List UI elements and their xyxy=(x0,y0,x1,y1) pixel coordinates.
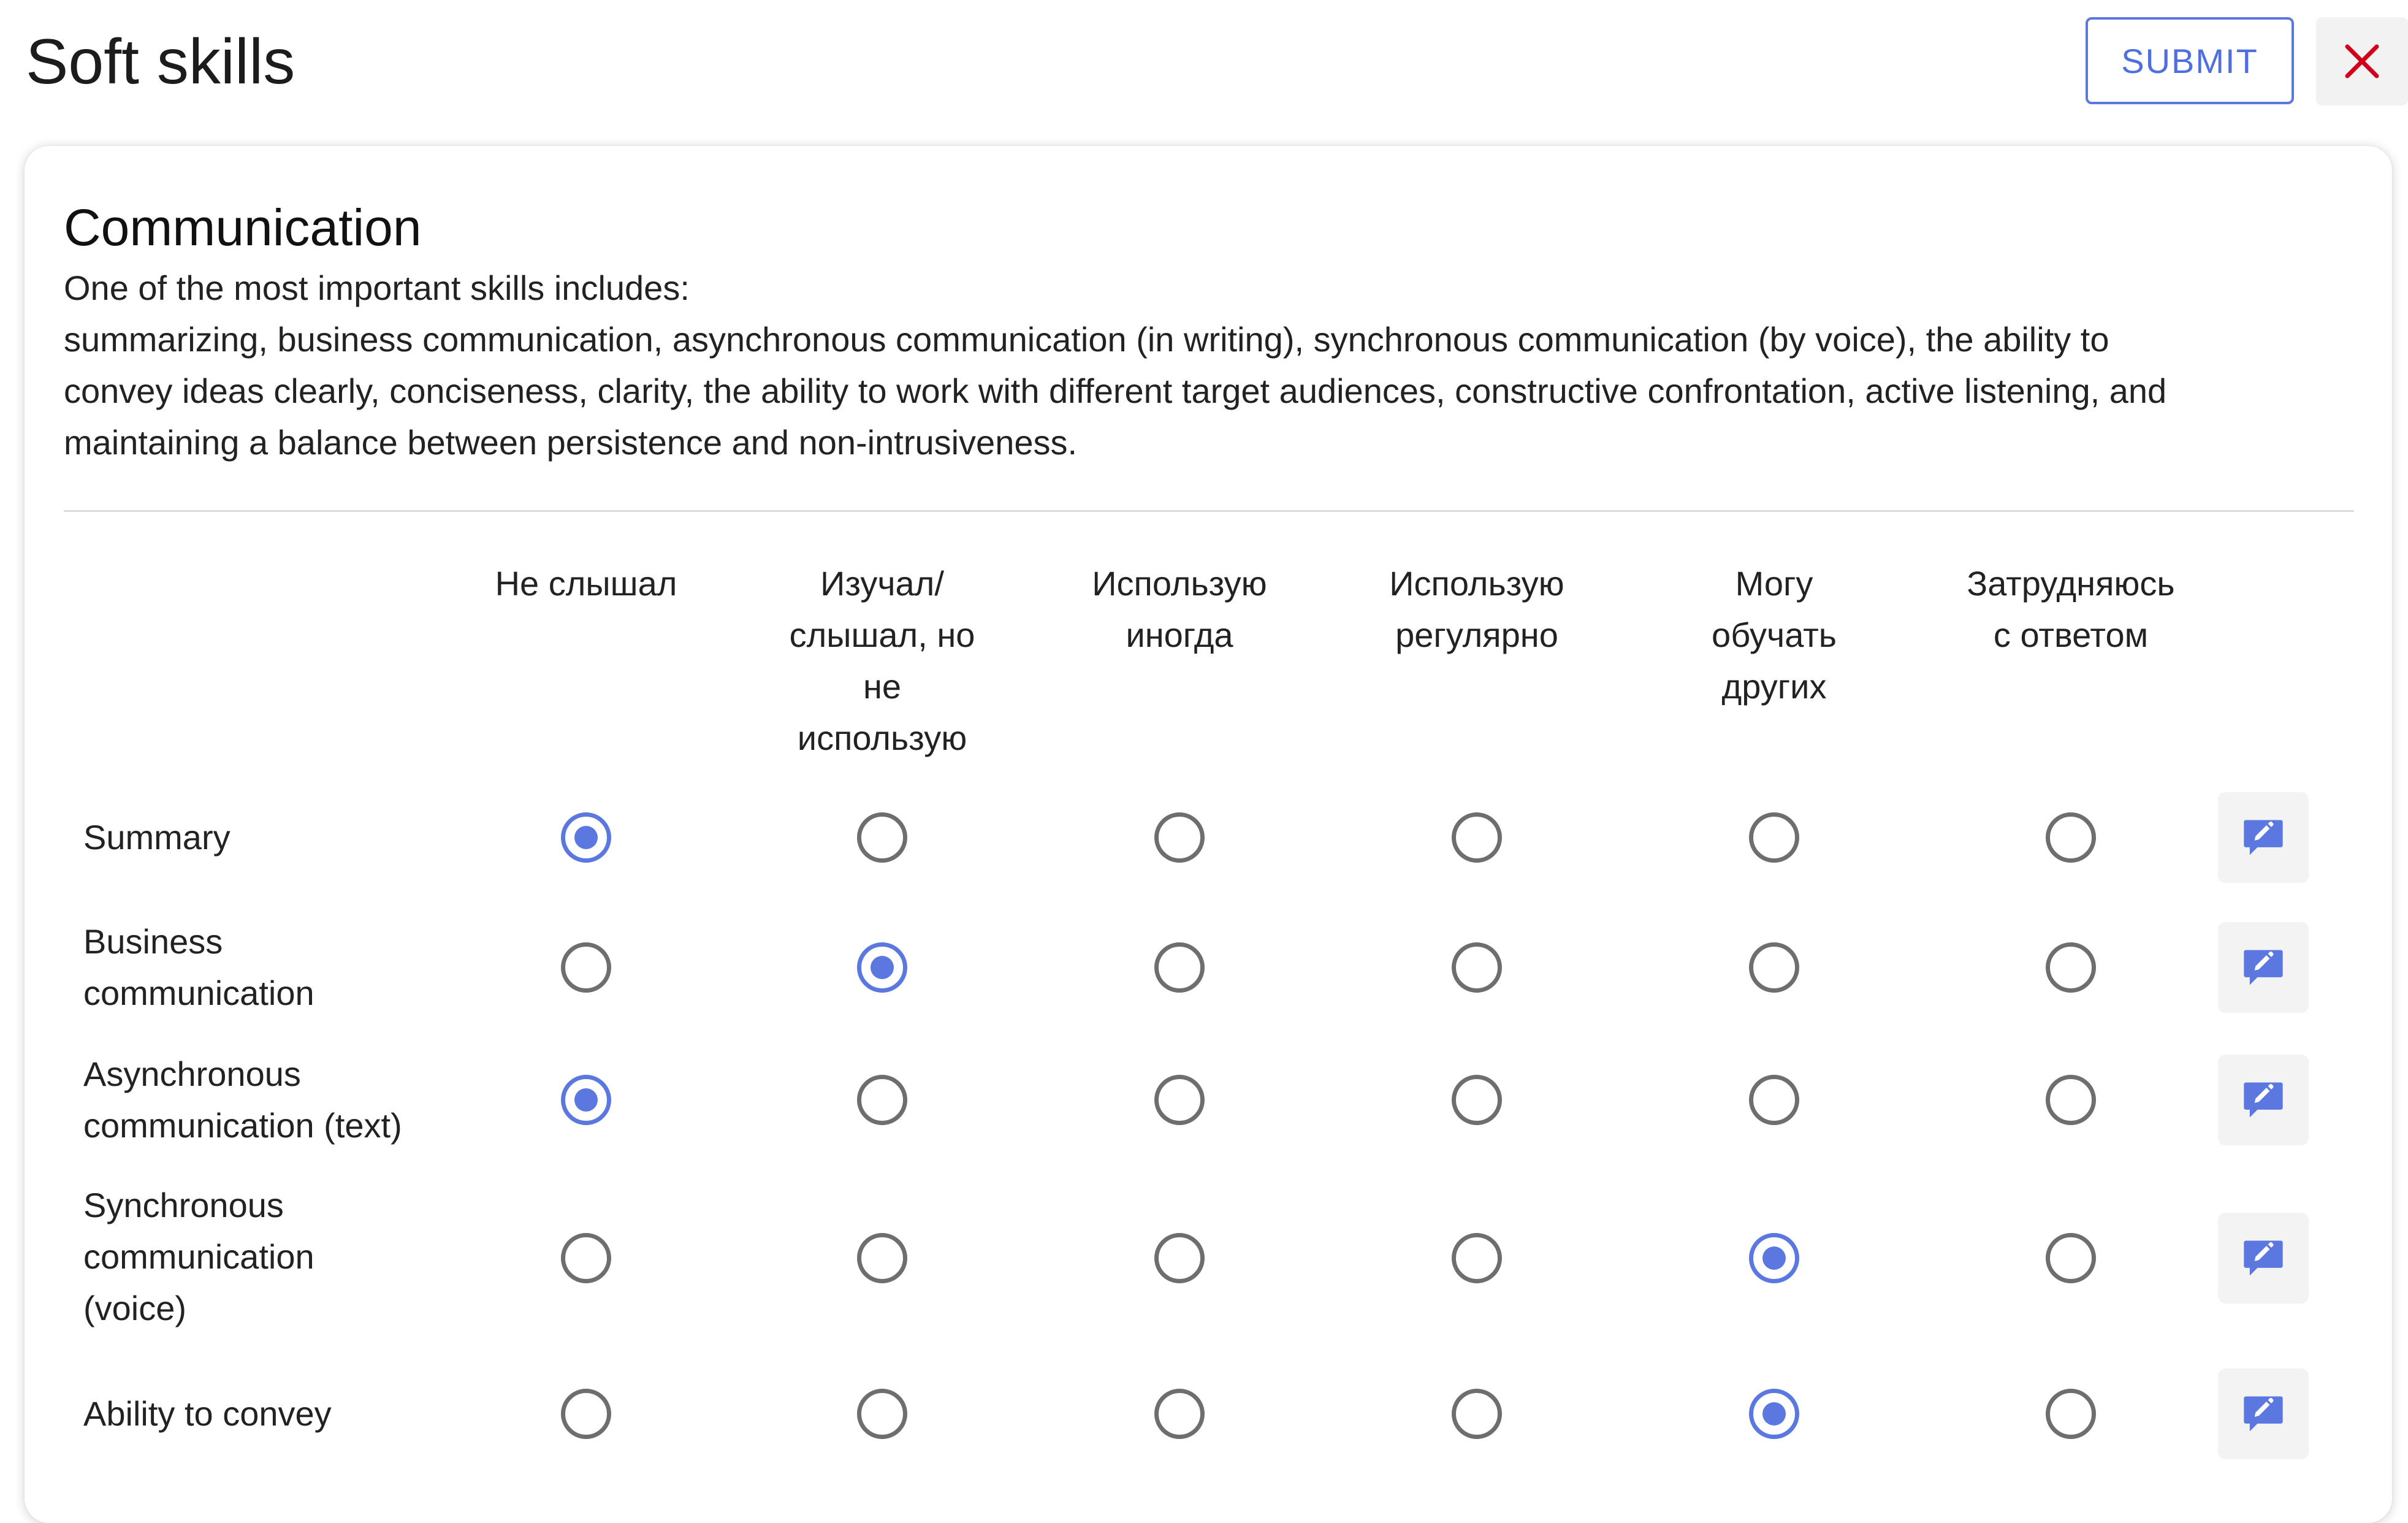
radio-button[interactable] xyxy=(2046,1233,2096,1283)
edit-comment-icon xyxy=(2240,1235,2287,1281)
column-header-line: Изучал/ xyxy=(820,564,944,603)
submit-button[interactable]: SUBMIT xyxy=(2086,17,2294,104)
radio-button[interactable] xyxy=(857,1389,907,1439)
column-header xyxy=(1057,558,1302,661)
row-label-line: Asynchronous xyxy=(83,1055,301,1093)
radio-button[interactable] xyxy=(2046,942,2096,993)
comment-button[interactable] xyxy=(2218,1368,2309,1459)
radio-button[interactable] xyxy=(1154,1389,1205,1439)
radio-button[interactable] xyxy=(857,1075,907,1125)
radio-button[interactable] xyxy=(857,812,907,863)
radio-button-selected[interactable] xyxy=(561,1075,611,1125)
row-label-line: communication xyxy=(83,1237,314,1276)
close-icon xyxy=(2344,43,2380,80)
edit-comment-icon xyxy=(2240,814,2287,861)
row-label xyxy=(83,1388,476,1440)
skill-card xyxy=(25,146,2392,1523)
column-header xyxy=(463,558,709,609)
column-header-line: Затрудняюсь xyxy=(1967,564,2175,603)
column-header-line: регулярно xyxy=(1395,616,1558,654)
column-header xyxy=(1652,558,1897,712)
radio-button-selected[interactable] xyxy=(1749,1389,1799,1439)
description-line: maintaining a balance between persistence and non-intrusiveness. xyxy=(64,423,1078,462)
edit-comment-icon xyxy=(2240,1391,2287,1437)
comment-button[interactable] xyxy=(2218,1055,2309,1145)
radio-button[interactable] xyxy=(1749,942,1799,993)
row-label xyxy=(83,812,476,863)
radio-button[interactable] xyxy=(1154,1075,1205,1125)
section-description xyxy=(64,262,2357,468)
row-label-line: Business xyxy=(83,922,223,961)
row-label xyxy=(83,1180,476,1334)
column-header xyxy=(760,558,1005,764)
radio-button[interactable] xyxy=(1749,1075,1799,1125)
radio-button[interactable] xyxy=(1452,1233,1502,1283)
radio-button[interactable] xyxy=(561,1389,611,1439)
column-header-line: иногда xyxy=(1126,616,1233,654)
column-header xyxy=(1354,558,1599,661)
column-header-line: Использую xyxy=(1389,564,1564,603)
description-line: One of the most important skills includes: xyxy=(64,269,690,307)
radio-button[interactable] xyxy=(857,1233,907,1283)
row-label-line: Summary xyxy=(83,818,231,857)
comment-button[interactable] xyxy=(2218,792,2309,883)
comment-button[interactable] xyxy=(2218,1213,2309,1304)
radio-button[interactable] xyxy=(1154,812,1205,863)
radio-button-selected[interactable] xyxy=(1749,1233,1799,1283)
radio-button-selected[interactable] xyxy=(561,812,611,863)
page-title: Soft skills xyxy=(26,26,295,97)
column-header-line: других xyxy=(1721,667,1827,706)
radio-button[interactable] xyxy=(561,1233,611,1283)
row-label-line: communication (text) xyxy=(83,1106,402,1145)
radio-button[interactable] xyxy=(2046,812,2096,863)
column-header-line: Использую xyxy=(1092,564,1267,603)
row-label-line: Ability to convey xyxy=(83,1394,332,1433)
radio-button[interactable] xyxy=(1452,1389,1502,1439)
close-button[interactable] xyxy=(2316,17,2408,105)
row-label-line: Synchronous xyxy=(83,1186,284,1224)
comment-button[interactable] xyxy=(2218,922,2309,1013)
radio-button[interactable] xyxy=(1154,942,1205,993)
radio-button[interactable] xyxy=(1452,942,1502,993)
column-header-line: слышал, но xyxy=(789,616,975,654)
description-line: summarizing, business communication, asynchronous communication (in writing), synchronous communication (by voice), the ability to xyxy=(64,320,2109,359)
column-header-line: использую xyxy=(797,719,967,757)
column-header-line: не xyxy=(863,667,902,706)
header xyxy=(0,0,2408,135)
radio-button-selected[interactable] xyxy=(857,942,907,993)
radio-button[interactable] xyxy=(2046,1075,2096,1125)
row-label xyxy=(83,916,476,1019)
radio-button[interactable] xyxy=(561,942,611,993)
edit-comment-icon xyxy=(2240,944,2287,991)
radio-button[interactable] xyxy=(1154,1233,1205,1283)
description-line: convey ideas clearly, conciseness, clarity, the ability to work with different target audiences, constructive confrontation, active listening, and xyxy=(64,372,2167,410)
column-header xyxy=(1948,558,2193,661)
divider xyxy=(64,510,2354,512)
radio-button[interactable] xyxy=(1452,1075,1502,1125)
column-header-line: с ответом xyxy=(1993,616,2149,654)
row-label-line: communication xyxy=(83,974,314,1012)
column-header-line: Могу xyxy=(1735,564,1813,603)
row-label-line: (voice) xyxy=(83,1289,187,1327)
radio-button[interactable] xyxy=(1749,812,1799,863)
section-title: Communication xyxy=(64,199,422,256)
radio-button[interactable] xyxy=(2046,1389,2096,1439)
radio-button[interactable] xyxy=(1452,812,1502,863)
row-label xyxy=(83,1048,476,1151)
edit-comment-icon xyxy=(2240,1077,2287,1123)
column-header-line: Не слышал xyxy=(495,564,677,603)
column-header-line: обучать xyxy=(1712,616,1837,654)
